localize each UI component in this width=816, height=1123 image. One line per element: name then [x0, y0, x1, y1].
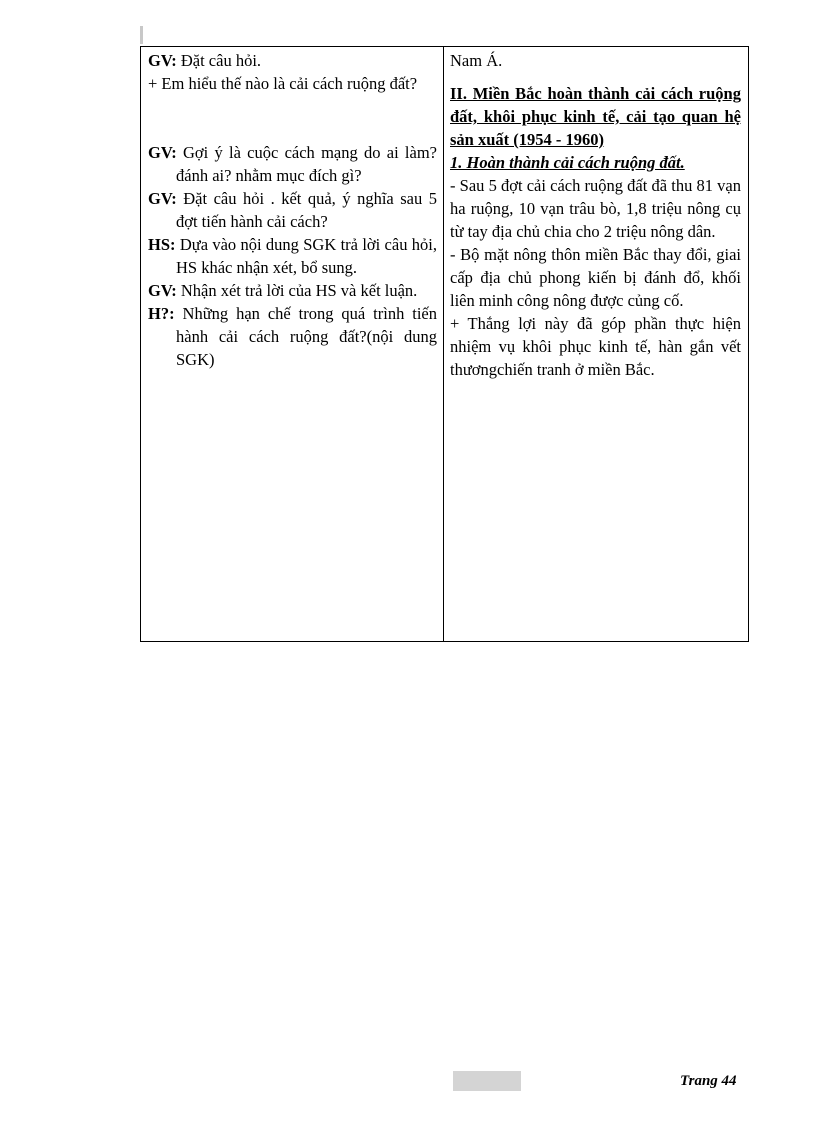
- role-label: GV:: [148, 143, 177, 162]
- entry-text: Đặt câu hỏi.: [176, 51, 262, 70]
- role-label: GV:: [148, 51, 177, 70]
- lesson-table: [140, 46, 749, 642]
- intro-text: Nam Á.: [450, 51, 503, 70]
- role-label: HS:: [148, 235, 176, 254]
- entry-text: Gợi ý là cuộc cách mạng do ai làm? đánh ai? nhằm mục đích gì?: [176, 143, 437, 185]
- page-number: Trang 44: [680, 1073, 737, 1089]
- corner-mark: [140, 26, 143, 44]
- significance-paragraph: + Thắng lợi này đã góp phần thực hiện nhiệm vụ khôi phục kinh tế, hàn gắn vết thươngchiến tranh ở miền Bắc.: [450, 314, 741, 379]
- teacher-entry-result-question: [148, 187, 437, 233]
- footer-bar: [453, 1071, 521, 1091]
- teacher-entry-question: [148, 49, 437, 72]
- entry-text: Nhận xét trả lời của HS và kết luận.: [176, 281, 418, 300]
- entry-text: Dựa vào nội dung SGK trả lời câu hỏi, HS khác nhận xét, bổ sung.: [175, 235, 437, 277]
- spacer: [148, 95, 437, 141]
- section-heading: II. Miền Bắc hoàn thành cải cách ruộng đất, khôi phục kinh tế, cải tạo quan hệ sản xuất (1954 - 1960): [450, 84, 741, 149]
- entry-text: Đặt câu hỏi . kết quả, ý nghĩa sau 5 đợt tiến hành cải cách?: [176, 189, 437, 231]
- teacher-entry-conclusion: [148, 279, 437, 302]
- change-paragraph: - Bộ mặt nông thôn miền Bắc thay đổi, giai cấp địa chủ phong kiến bị đánh đổ, khối liên minh công nông được củng cố.: [450, 245, 741, 310]
- role-label: GV:: [148, 281, 177, 300]
- entry-text: + Em hiểu thế nào là cải cách ruộng đất?: [148, 74, 418, 93]
- content-column: [444, 47, 748, 641]
- teacher-activity-column: [141, 47, 444, 641]
- role-label: H?:: [148, 304, 175, 323]
- question-entry-limitations: [148, 302, 437, 371]
- result-paragraph: - Sau 5 đợt cải cách ruộng đất đã thu 81 vạn ha ruộng, 10 vạn trâu bò, 1,8 triệu nông cụ từ tay địa chủ chia cho 2 triệu nông dân.: [450, 176, 741, 241]
- teacher-entry-sub-question: [148, 72, 437, 95]
- teacher-entry-hint: [148, 141, 437, 187]
- sub-heading: 1. Hoàn thành cải cách ruộng đất.: [450, 153, 685, 172]
- role-label: GV:: [148, 189, 177, 208]
- entry-text: Những hạn chế trong quá trình tiến hành cải cách ruộng đất?(nội dung SGK): [174, 304, 437, 369]
- student-entry-answer: [148, 233, 437, 279]
